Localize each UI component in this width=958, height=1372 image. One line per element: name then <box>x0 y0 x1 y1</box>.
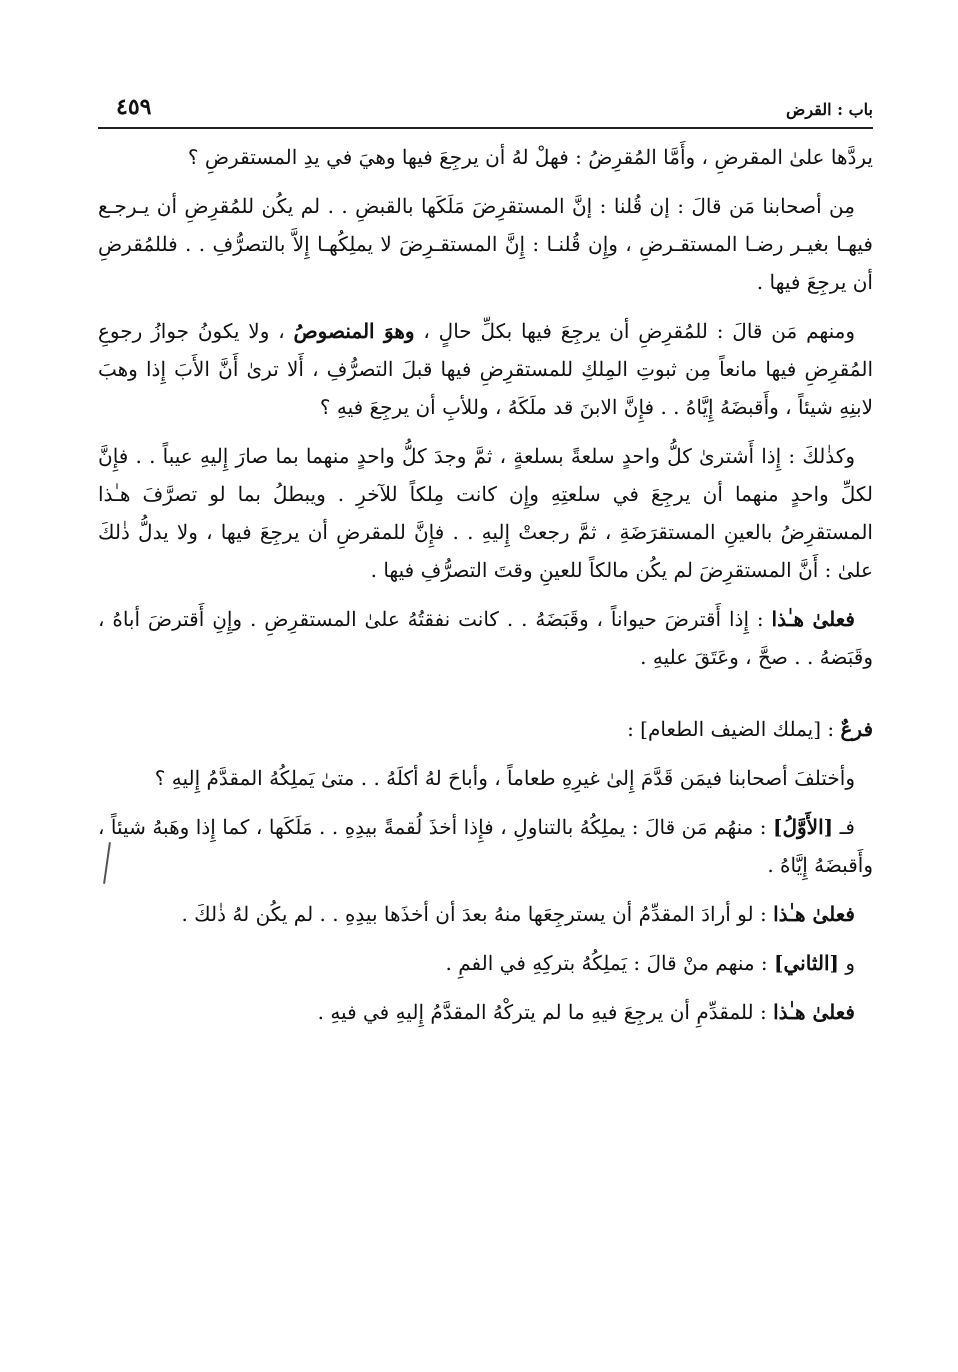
text-segment: : لو أرادَ المقدِّمُ أن يسترجِعَها منهُ بعدَ أن أخذَها بيدِهِ . . لم يكُن لهُ ذٰلكَ . <box>181 902 774 926</box>
paragraph-analogy <box>98 437 873 589</box>
text-segment: ومنهم مَن قالَ : للمُقرِضِ أن يرجِعَ فيها بكلِّ حالٍ ، <box>414 319 855 343</box>
text-segment: وكذٰلكَ : إِذا أَشترىٰ كلُّ واحدٍ سلعةً بسلعةٍ ، ثمَّ وجدَ كلُّ واحدٍ منهما بما صارَ إِليهِ عيباً . . فإِنَّ لكلِّ واحدٍ منهما أن يرجِعَ في سلعتِهِ وإِن كانت مِلكاً للآخرِ . ويبطلُ بما لو تصرَّفَ هـٰذا المستقرِضُ بالعينِ المستقرَضَةِ ، ثمَّ رجعتْ إِليهِ . . فإِنَّ للمقرضِ أن يرجِعَ فيها ، ولا يدلُّ ذٰلكَ علىٰ : أَنَّ المستقرِضَ لم يكُن مالكاً للعينِ وقتَ التصرُّفِ فيها . <box>98 444 873 582</box>
running-title: باب : القرض <box>785 100 873 119</box>
bold-segment: فعلىٰ هـٰذا <box>773 902 855 926</box>
text-segment: و <box>838 951 855 975</box>
page-header <box>98 92 873 128</box>
paragraph-continuation <box>98 138 873 176</box>
bold-segment: [الأَوَّلُ] <box>773 815 834 839</box>
section-heading <box>98 710 873 748</box>
text-segment: مِن أصحابنا مَن قالَ : إن قُلنا : إنَّ المستقرِضَ مَلَكَها بالقبضِ . . لم يكُن للمُقرِضِ أن يـرجـع فيهـا بغيـر رضـا المستقـرضِ ، وإِن قُلنـا : إِنَّ المستقـرِضَ لا يملِكُهـا إِلاَّ بالتصرُّفِ . . فللمُقرضِ أن يرجِعَ فيها . <box>98 194 873 294</box>
text-segment: : إِذا أَقترضَ حيواناً ، وقَبَضَهُ . . كانت نفقتُهُ علىٰ المستقرِضِ . وإِنِ أَقترضَ أباهُ ، وقَبَضهُ . . صحَّ ، وعَتَقَ عليهِ . <box>98 607 873 669</box>
text-segment: يردَّها علىٰ المقرضِ ، وأَمَّا المُقرِضُ : فهلْ لهُ أن يرجِعَ فيها وهيَ في يدِ المستقرضِ ؟ <box>187 145 873 169</box>
text-segment: ، ولا يكونُ جوازُ رجوعِ المُقرِضِ فيها مانعاً مِن ثبوتِ المِلكِ للمستقرِضِ فيها قبلَ التصرُّفِ ، أَلا ترىٰ أَنَّ الأَبَ إِذا وهبَ لابنِهِ شيئاً ، وأَقبضَهُ إِيَّاهُ . . فإِنَّ الابنَ قد ملَكَهُ ، وللأبِ أن يرجِعَ فيهِ ؟ <box>98 319 873 419</box>
header-rule <box>98 127 873 129</box>
paragraph-dispute <box>98 759 873 797</box>
text-segment: وأختلفَ أصحابنا فيمَن قَدَّمَ إِلىٰ غيرِهِ طعاماً ، وأباحَ لهُ أكلَهُ . . متىٰ يَملِكُهُ المقدَّمُ إِليهِ ؟ <box>154 766 855 790</box>
bold-segment: [الثاني] <box>774 951 839 975</box>
paragraph-second-view <box>98 312 873 426</box>
paragraph-consequence-first <box>98 895 873 933</box>
paragraph-opinion-first <box>98 808 873 884</box>
bold-segment: فعلىٰ هـٰذا <box>773 1000 855 1024</box>
page-number: ٤٥٩ <box>116 94 152 120</box>
paragraph-first-view <box>98 187 873 301</box>
bold-segment: فعلىٰ هـٰذا <box>771 607 855 631</box>
text-segment: : منهم منْ قالَ : يَملِكُهُ بتركِهِ في الفمِ . <box>445 951 775 975</box>
paragraph-opinion-second <box>98 944 873 982</box>
bold-segment: وهوَ المنصوصُ <box>293 319 415 343</box>
section-heading-label: فرعٌ <box>840 717 873 741</box>
section-heading-title: : [يملك الضيف الطعام] : <box>627 717 841 741</box>
text-segment: : للمقدِّمِ أن يرجِعَ فيهِ ما لم يتركْهُ المقدَّمُ إِليهِ في فيهِ . <box>317 1000 774 1024</box>
text-segment: : منهُم مَن قالَ : يملِكُهُ بالتناولِ ، فإِذا أخذَ لُقمةً بيدِهِ . . مَلَكَها ، كما إِذا وهَبهُ شيئاً ، وأَقبضَهُ إِيَّاهُ . <box>98 815 873 877</box>
paragraph-consequence <box>98 600 873 676</box>
paragraph-consequence-second <box>98 993 873 1031</box>
main-text <box>98 138 873 1042</box>
text-segment: فـ <box>833 815 855 839</box>
